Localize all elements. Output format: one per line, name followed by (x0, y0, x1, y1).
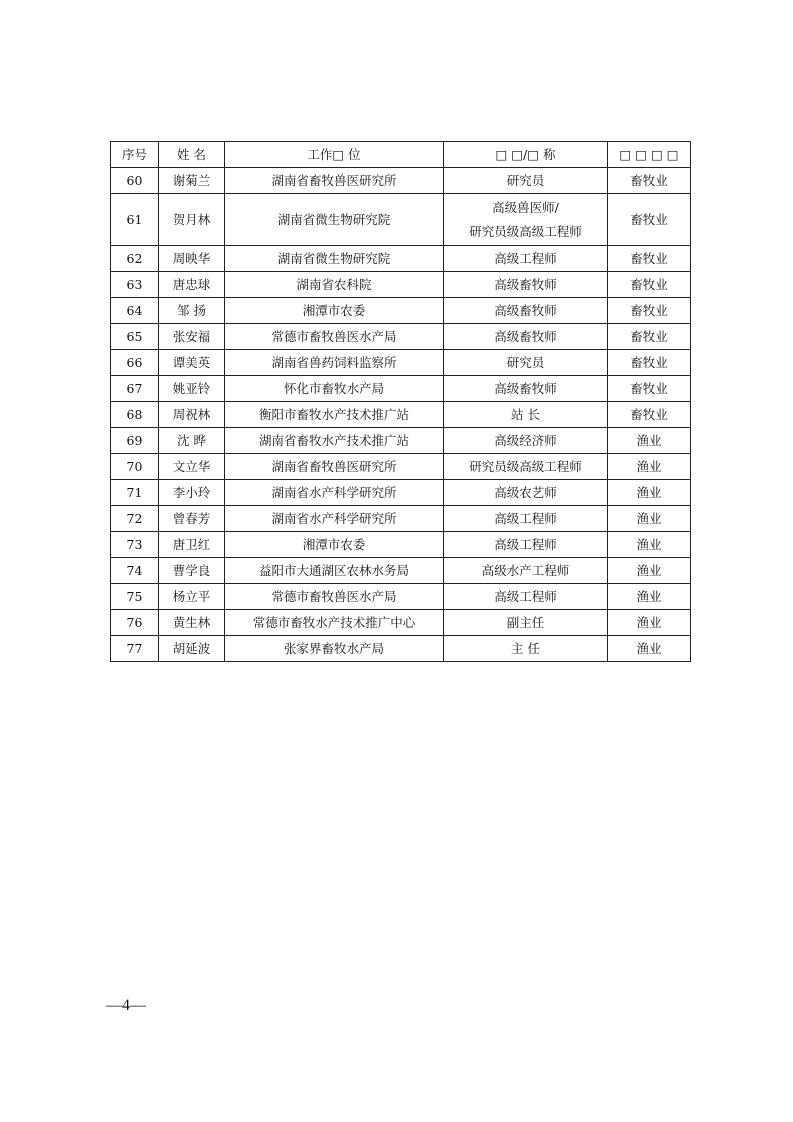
cell-title (444, 298, 608, 324)
cell-seq: 69 (111, 428, 159, 454)
cell-title-line: 高级畜牧师 (494, 276, 557, 292)
cell-field: 畜牧业 (608, 246, 691, 272)
cell-title-line: 高级畜牧师 (494, 380, 557, 396)
cell-seq: 77 (111, 636, 159, 662)
cell-unit: 湖南省微生物研究院 (225, 246, 444, 272)
table-row (111, 584, 691, 610)
table-row (111, 168, 691, 194)
cell-title (444, 272, 608, 298)
cell-field: 渔业 (608, 584, 691, 610)
cell-unit: 常德市畜牧水产技术推广中心 (225, 610, 444, 636)
cell-field: 畜牧业 (608, 324, 691, 350)
page-number: —4— (106, 997, 146, 1014)
cell-unit: 湘潭市农委 (225, 298, 444, 324)
cell-title (444, 376, 608, 402)
header-name: 姓 名 (159, 142, 225, 168)
cell-seq: 76 (111, 610, 159, 636)
cell-unit: 常德市畜牧兽医水产局 (225, 584, 444, 610)
cell-name: 胡延波 (159, 636, 225, 662)
cell-title-line: 高级兽医师/ (492, 199, 559, 215)
cell-name: 唐忠球 (159, 272, 225, 298)
table-row (111, 610, 691, 636)
cell-title-line: 研究员 (506, 172, 545, 188)
cell-title (444, 532, 608, 558)
cell-field: 畜牧业 (608, 376, 691, 402)
cell-name: 邹 扬 (159, 298, 225, 324)
cell-name: 姚亚铃 (159, 376, 225, 402)
table-row (111, 350, 691, 376)
cell-field: 渔业 (608, 506, 691, 532)
cell-title-line: 研究员级高级工程师 (469, 458, 582, 474)
cell-title (444, 480, 608, 506)
cell-unit: 湖南省兽药饲料监察所 (225, 350, 444, 376)
cell-name: 曹学良 (159, 558, 225, 584)
cell-name: 曾春芳 (159, 506, 225, 532)
cell-title-line: 高级水产工程师 (481, 562, 570, 578)
cell-unit: 湖南省畜牧兽医研究所 (225, 454, 444, 480)
cell-field: 渔业 (608, 636, 691, 662)
table-row (111, 246, 691, 272)
cell-title-line: 副主任 (506, 614, 545, 630)
header-unit: 工作□ 位 (225, 142, 444, 168)
cell-unit: 湖南省农科院 (225, 272, 444, 298)
cell-title (444, 402, 608, 428)
cell-name: 张安福 (159, 324, 225, 350)
header-seq: 序号 (111, 142, 159, 168)
cell-seq: 73 (111, 532, 159, 558)
cell-title (444, 584, 608, 610)
cell-seq: 71 (111, 480, 159, 506)
cell-seq: 74 (111, 558, 159, 584)
cell-field: 畜牧业 (608, 350, 691, 376)
cell-title-line: 主 任 (511, 640, 540, 656)
cell-field: 畜牧业 (608, 168, 691, 194)
cell-title-line: 高级工程师 (494, 250, 557, 266)
cell-field: 畜牧业 (608, 298, 691, 324)
header-title: □ □/□ 称 (444, 142, 608, 168)
table-row (111, 324, 691, 350)
cell-title (444, 454, 608, 480)
cell-title-line: 高级畜牧师 (494, 328, 557, 344)
cell-title (444, 246, 608, 272)
cell-title (444, 506, 608, 532)
cell-title-line: 高级工程师 (494, 510, 557, 526)
cell-unit: 常德市畜牧兽医水产局 (225, 324, 444, 350)
table-row (111, 636, 691, 662)
cell-field: 渔业 (608, 428, 691, 454)
cell-seq: 66 (111, 350, 159, 376)
table-row (111, 480, 691, 506)
cell-unit: 衡阳市畜牧水产技术推广站 (225, 402, 444, 428)
cell-name: 贺月林 (159, 194, 225, 246)
cell-field: 渔业 (608, 454, 691, 480)
table-row (111, 194, 691, 246)
cell-title-line: 高级工程师 (494, 588, 557, 604)
cell-unit: 张家界畜牧水产局 (225, 636, 444, 662)
cell-unit: 湖南省水产科学研究所 (225, 506, 444, 532)
cell-name: 唐卫红 (159, 532, 225, 558)
cell-seq: 67 (111, 376, 159, 402)
cell-name: 谭美英 (159, 350, 225, 376)
cell-field: 畜牧业 (608, 272, 691, 298)
cell-name: 黄生林 (159, 610, 225, 636)
table-row (111, 402, 691, 428)
table-row (111, 506, 691, 532)
cell-seq: 64 (111, 298, 159, 324)
cell-field: 畜牧业 (608, 194, 691, 246)
cell-seq: 68 (111, 402, 159, 428)
cell-name: 沈 晔 (159, 428, 225, 454)
cell-name: 周祝林 (159, 402, 225, 428)
header-field: □ □ □ □ (608, 142, 691, 168)
cell-title (444, 324, 608, 350)
cell-unit: 怀化市畜牧水产局 (225, 376, 444, 402)
table-row (111, 428, 691, 454)
cell-title (444, 194, 608, 246)
table-row (111, 558, 691, 584)
table-body (111, 168, 691, 662)
cell-field: 渔业 (608, 558, 691, 584)
table-row (111, 454, 691, 480)
cell-title-line: 高级工程师 (494, 536, 557, 552)
table-row (111, 532, 691, 558)
cell-title-line: 高级畜牧师 (494, 302, 557, 318)
table-row (111, 376, 691, 402)
cell-unit: 湖南省畜牧兽医研究所 (225, 168, 444, 194)
cell-title (444, 610, 608, 636)
cell-name: 周映华 (159, 246, 225, 272)
cell-name: 李小玲 (159, 480, 225, 506)
table-row (111, 298, 691, 324)
cell-seq: 61 (111, 194, 159, 246)
cell-unit: 湖南省水产科学研究所 (225, 480, 444, 506)
cell-title-line: 研究员 (506, 354, 545, 370)
cell-title (444, 558, 608, 584)
cell-seq: 60 (111, 168, 159, 194)
cell-title-line: 高级农艺师 (494, 484, 557, 500)
cell-seq: 63 (111, 272, 159, 298)
cell-unit: 湖南省微生物研究院 (225, 194, 444, 246)
personnel-table (110, 141, 691, 662)
cell-title-line: 研究员级高级工程师 (469, 223, 582, 239)
table-header-row (111, 142, 691, 168)
cell-title (444, 168, 608, 194)
cell-seq: 75 (111, 584, 159, 610)
cell-title (444, 428, 608, 454)
cell-name: 杨立平 (159, 584, 225, 610)
cell-field: 畜牧业 (608, 402, 691, 428)
cell-name: 文立华 (159, 454, 225, 480)
cell-title (444, 636, 608, 662)
cell-unit: 湘潭市农委 (225, 532, 444, 558)
table-row (111, 272, 691, 298)
cell-title-line: 高级经济师 (494, 432, 557, 448)
cell-unit: 湖南省畜牧水产技术推广站 (225, 428, 444, 454)
cell-field: 渔业 (608, 610, 691, 636)
cell-seq: 70 (111, 454, 159, 480)
cell-unit: 益阳市大通湖区农林水务局 (225, 558, 444, 584)
cell-name: 谢菊兰 (159, 168, 225, 194)
cell-field: 渔业 (608, 480, 691, 506)
cell-title-line: 站 长 (511, 406, 540, 422)
cell-seq: 62 (111, 246, 159, 272)
cell-field: 渔业 (608, 532, 691, 558)
cell-title (444, 350, 608, 376)
cell-seq: 72 (111, 506, 159, 532)
cell-seq: 65 (111, 324, 159, 350)
